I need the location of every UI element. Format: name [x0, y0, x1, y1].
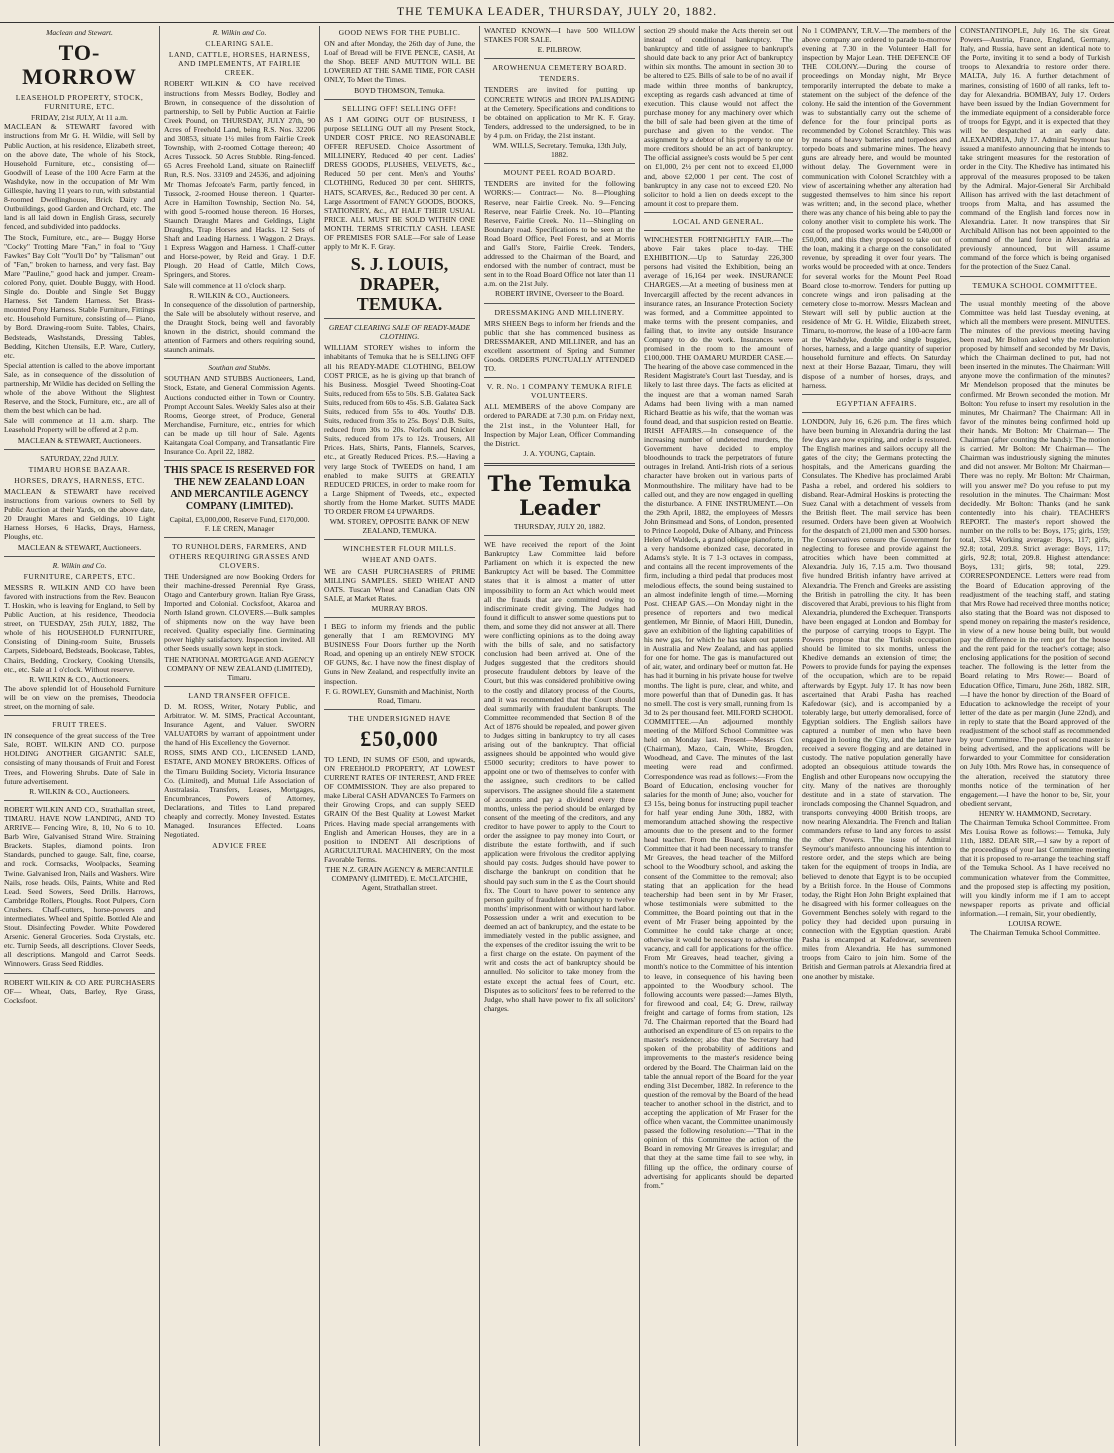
news-body: The Chairman Temuka School Committee. From Mrs Louisa Rowe as follows:— Temuka, July 11th, 1882. DEAR SIR,—I saw by a report of the proceedings of your last Committee meeting that it is proposed to re-arrange the teaching staff of the Temuka School. As I have received no communication whatever from the Committee, and the proposed step is affecting my position, will you kindly inform me if I am to accept newspaper reports as private and official information.—I remain, Sir, your obediently,	[960, 817, 1110, 918]
ad-body: TO LEND, IN SUMS OF £500, and upwards, ON FREEHOLD PROPERTY, AT LOWEST CURRENT RATES OF INTEREST, AND FREE OF COMMISSION. They are also prepared to make Liberal CASH ADVANCES To Farmers on their Growing Crops, and can supply SEED GRAIN Of the Best Quality at Lowest Market Prices. Having made special arrangements with English and American Houses, they are in a position to INDENT All descriptions of AGRICULTURAL MACHINERY, On the most Favorable Terms.	[324, 754, 475, 864]
divider	[484, 377, 635, 378]
ad-title: THE UNDERSIGNED HAVE	[348, 713, 451, 723]
divider	[4, 715, 155, 716]
letter-signature: HENRY W. HAMMOND, Secretary.	[978, 808, 1092, 818]
ad-body: D. M. ROSS, Writer, Notary Public, and Arbitrator. W. M. SIMS, Practical Accountant, Insurance Agent, and Valuer. SWORN VALUATORS by warrant of appointment under the hand of His Excellency the Governor.	[164, 701, 315, 748]
ad-body: The Stock, Furniture, etc., are— Buggy Horse "Cocky" Trotting Mare "Fan," in foal to "Guy Fawkes" Bay Colt "You'll Do" by "Talisman" out of "Fan," broken to harness, and very fast. Bay Mare "Pauline," good hack and jumper. Cream-colored Pony, quiet. Double Buggy, with Hood. Single do. Double and Single Set Buggy Harness. Set Tandem Harness. Set Brass-mounted Pony Harness. Stable Furniture, Fittings etc. Household Furniture, consisting of— Piano, by Bord. Drawing-room Suite. Tables, Chairs, Bedsteads, Washstands, Dressing Tables, Bedding, Kitchen Utensils, E.P. Ware, Cutlery, etc.	[4, 232, 155, 360]
ad-footer: ADVICE FREE	[212, 841, 267, 851]
divider	[960, 276, 1110, 277]
ad-title: LAND TRANSFER OFFICE.	[188, 690, 291, 700]
ad-signature: MACLEAN & STEWART, Auctioneers.	[17, 435, 142, 445]
ad-signature: E. PILBROW.	[537, 45, 582, 55]
ad-body: AS I AM GOING OUT OF BUSINESS, I purpose SELLING OUT all my Present Stock, UNDER COST PRICE. NO REASONABLE OFFER REFUSED. Choice Assortment of MILLINERY, Reduced 40 per cent. Ladies' DRESS GOODS, PLUSHES, VELVETS, &c., Reduced 50 per cent. Men's and Youths' CLOTHING, Reduced 30 per cent. SHIRTS, HATS, SCARVES, &c., Reduced 30 per cent. A Large Assortment of FANCY GOODS, BOOKS, STATIONERY, &c., AT HALF THEIR USUAL PRICE. ALL MUST BE SOLD WITHIN ONE MONTH. TERMS STRICTLY CASH. LEASE OF PREMISES FOR SALE—For sale of Lease apply to Mr K. F. Gray.	[324, 114, 475, 252]
ad-body: MACLEAN & STEWART favored with instructions from Mr G. H. Wildie, will Sell by Public Auction, at his residence, Elizabeth street, on the above date, The whole of his Stock, Household Furniture, etc., consisting of— Goodwill of Lease of the 100 Acre Farm at the Washdyke, now in the occupation of Mr Wm Gillespie, having 11 years to run, with substantial 8-roomed Dwellinghouse, Brick Dairy and Outbuildings, good Garden and Orchard, etc. The land is all laid down in English Grass, securely fenced, and subdivided into paddocks.	[4, 122, 155, 232]
ad-signature: R. WILKIN & CO., Auctioneers.	[189, 290, 290, 300]
ad-signature: R. WILKIN & CO., Auctioneers.	[29, 674, 130, 684]
ad-signature: F. LE CREN, Manager	[204, 524, 275, 534]
ad-date: FRIDAY, 21st JULY, At 11 a.m.	[31, 113, 128, 123]
ad-signature: MACLEAN & STEWART, Auctioneers.	[17, 542, 142, 552]
ad-title: WHEAT AND OATS.	[362, 555, 437, 565]
ad-body: The above splendid lot of Household Furniture will be on view on the premises, Theodocia street, on the morning of sale.	[4, 683, 155, 711]
section-title: EGYPTIAN AFFAIRS.	[836, 398, 917, 408]
column-3	[320, 26, 480, 1446]
ad-body: ROBERT WILKIN AND CO., Strathallan street, TIMARU. HAVE NOW LANDING, AND TO ARRIVE— Fencing Wire, 8, 10, No 6 to 10. Barb Wire, Galvanised Strand Wire. Straining Brackets. Staples, diamond points. Iron Standards, punched to gauge. Salt, fine, coarse, and rock. Cornsacks, Woolpacks, Seaming Twine. Galvanised Iron, Nails and Washers. Wire Nails, rose heads. Oils, Paints, White and Red Lead. Seed Sowers, Seed Drills. Harrows, Cambridge Rollers, Ploughs. Root Pulpers, Corn Crushers. Chaff-cutters, horse-powers and intermediates. Wheel and Spittle. Bottled Ale and Stout. Disinfecting Powder. White Powdered Arsenic. General Groceries. Soda Crystals, etc. etc. Turnip Seeds, all descriptions. Clover Seeds, all descriptions. Mangold and Carrot Seeds. Winnowers. Grass Seed Riddles.	[4, 804, 155, 969]
divider	[324, 99, 475, 100]
ad-title: TO RUNHOLDERS, FARMERS, AND OTHERS REQUIRING GRASSES AND CLOVERS.	[169, 542, 310, 570]
ad-signature: F. G. ROWLEY, Gunsmith and Machinist, North Road, Timaru.	[325, 686, 474, 705]
divider	[4, 800, 155, 801]
divider	[324, 709, 475, 710]
ad-body: TENDERS are invited for putting up CONCRETE WINGS and IRON PALISADING at the Cemetery. Specifications and conditions to be obtained on application to Mr K. F. Gray. Tenders, addressed to the undersigned, to be in by 4 p.m. on Friday, the 21st instant.	[484, 85, 635, 140]
ad-date: SATURDAY, 22nd JULY.	[40, 453, 119, 463]
divider	[324, 539, 475, 540]
ad-title: V. R. No. 1 COMPANY TEMUKA RIFLE VOLUNTEERS.	[486, 382, 633, 401]
ad-body: THE Undersigned are now Booking Orders for their machine-dressed Perennial Rye Grass, Otago and Canterbury grown. Italian Rye Grass, Imported and Colonial. Cocksfoot, Akaroa and North Island grown. CLOVERS.—Bulk samples of shipments now on the way have been received. Quality especially fine. Germinating power highly satisfactory. Inspection invited. All other Seeds usually sown kept in stock.	[164, 571, 315, 654]
ad-body: Sale will commence at 11 o'clock sharp.	[164, 280, 286, 290]
column-5	[640, 26, 798, 1446]
ad-body: Capital, £3,000,000, Reserve Fund, £170,000.	[169, 515, 310, 525]
divider	[960, 294, 1110, 295]
ad-header: Maclean and Stewart.	[46, 28, 113, 37]
ad-title: AROWHENUA CEMETERY BOARD.	[492, 63, 627, 73]
divider	[324, 617, 475, 618]
divider	[4, 973, 155, 974]
ad-title: LAND, CATTLE, HORSES, HARNESS, AND IMPLEMENTS, AT FAIRLIE CREEK.	[168, 50, 311, 78]
ad-body: In consequence of the dissolution of partnership, the Sale will be absolutely without reserve, and the Draught Stock, being well and favorably known in the district, should command the attention of Farmers and others requiring sound, staunch animals.	[164, 299, 315, 355]
divider	[484, 163, 635, 164]
ad-header: R. Wilkin and Co.	[52, 560, 107, 570]
divider	[484, 303, 635, 304]
column-1	[0, 26, 160, 1446]
newspaper-title: The Temuka Leader	[487, 470, 632, 520]
editorial-body: WE have received the report of the Joint Bankruptcy Law Committee laid before Parliament on which it is expected the new Bankruptcy Act will be based. The Committee states that it is almost a matter of utter impossibility to form an Act which would meet all the frauds that are committed owing to indiscriminate credit giving. The Judges had found it difficult to answer some questions put to them, and some they did not answer at all. There were conflicting opinions as to the doing away with the bills of sale, and no satisfactory conclusion had been arrived at. One of the Judges suggested that the creditors should prosecute fraudulent debtors by leave of the Court, but this was considered prohibitive owing to the costly and dilatory process of the Courts, and it was recommended that the Court should deal summarily with fraudulent bankrupts. The Committee recommended that Section 8 of the Act of 1876 should be repealed, and power given to Judges sitting in bankruptcy to try all cases arising out of the bankruptcy. That official assignees should be appointed who would give £5000 security; creditors to have power to appoint one or two of themselves to confer with the assignee, such creditors to be called supervisors. The assignee should file a statement of accounts and pay a dividend every three months, unless the period should be enlarged by consent of the meeting of the creditors, and any creditor to have power to apply to the Court to order the assignee to pay money into Court, or distribute the estate forthwith, and if such application were frivolous the creditor applying should pay costs. Judges should have power to discharge the bankrupt on condition that he should pay such sum in the £ as the Court should fix. The Court to have power to sentence any person guilty of fraudulent bankruptcy to twelve months' imprisonment with or without hard labor. Possession under a writ and execution to be deemed an act of bankruptcy, and the estate to be immediately vested in the public assignee, and the expenses of the creditor issuing the writ to be a first charge on the estate. On payment of the writ and costs the act of bankruptcy should be annulled. No solicitor to take money from the estate except the actual fees of Court, etc. Disputes as to solicitors' fees to be referred to the Judge, who shall have power to fix all solicitors' charges.	[484, 540, 635, 1013]
ad-body: WILLIAM STOREY wishes to inform the inhabitants of Temuka that he is SELLING OFF all his READY-MADE CLOTHING, BELOW COST PRICE, as he is giving up that branch of his Business. Mosgiel Tweed Shooting-Coat Suits, reduced from 65s to 50s. S.B. Galatea Sack Suits, reduced from 60s to 45s. S.B. Galatea Sack Suits, reduced from 55s to 40s. Youths' D.B. Suits, reduced from 35s to 25s. Boys' D.B. Suits, reduced from 30s to 20s. Norfolk and Knicker Suits, reduced from 17s to 12s. Trousers, All Prices. Hats, Shirts, Pants, Flannels, Scarves, etc., at Greatly Reduced Prices. P.S.—Having a very large Stock of TWEEDS on hand, I am enabled to make SUITS at GREATLY REDUCED PRICES, in order to make room for a Large Shipment of Tweeds, etc., expected shortly from the Home Market. SUITS MADE TO ORDER FROM £4 UPWARDS.	[324, 343, 476, 517]
column-4	[480, 26, 640, 1446]
ad-body: ALL MEMBERS of the above Company are ordered to PARADE at 7.30 p.m. on Friday next, the 21st inst., in the Volunteer Hall, for Inspection by Major Lean, Officer Commanding the District.	[484, 402, 635, 448]
ad-title: TENDERS.	[539, 74, 580, 84]
ad-signature: THE NATIONAL MORTGAGE AND AGENCY COMPANY OF NEW ZEALAND (LIMITED), Timaru.	[164, 654, 315, 682]
ad-body: ROSS, SIMS AND CO., LICENSED LAND, ESTATE, AND MONEY BROKERS. Offices of the Timaru Building Society, Victoria Insurance Co. (Limited), and Mutual Life Association of Australasia. Transfers, Leases, Mortgages, Encumbrances, Powers of Attorney, Declarations, and Titles to Land prepared cheaply and correctly. Money Invested. Estates Managed. Insurances Effected. Loans Negotiated.	[164, 748, 315, 840]
ad-body: MRS SHEEN Begs to inform her friends and the public that she has commenced business as DRESSMAKER, AND MILLINER, and has an excellent assortment of Spring and Summer Goods. ORDERS PUNCTUALLY ATTENDED TO.	[484, 318, 635, 374]
masthead: THE TEMUKA LEADER, THURSDAY, JULY 20, 1882.	[0, 0, 1114, 23]
divider	[164, 537, 315, 538]
ad-body: I BEG to inform my friends and the public generally that I am REMOVING MY BUSINESS Four Doors further up the North Road, and opening up an entirely NEW STOCK OF GUNS, &c. I have now the finest display of Guns in New Zealand, and respectfully invite an inspection.	[324, 621, 475, 686]
news-body: LONDON, July 16, 6.26 p.m. The fires which have been burning in Alexandria during the last few days are now expiring, and order is restored. The English marines and sailors occupy all the gates of the city; the Germans protecting the hospitals, and the Americans guarding the Consulates. The Khedive has proclaimed Arabi Pasha a rebel, and ordered his soldiers to disband. Rear-Admiral Hoskins is protecting the Suez Canal with a detachment of vessels from the British fleet. The mail service has been resumed. Orders have been given at Woolwich for the despatch of 21,000 men and 5300 horses. The Conservatives censure the Government for neglecting to foresee and provide against the atrocities which have been committed at Alexandria. July 16, 7.15 a.m. Two thousand five hundred British infantry have arrived at Alexandria. The French and Greeks are assisting the British in patrolling the city. It has been discovered that Arabi, previous to his flight from Alexandria, plundered the Exchequer. Transports have been engaged at London and Bombay for the purpose of carrying troops to Egypt. The Powers propose that the Turkish occupation should be limited to six months, unless the Khedive demands an extension of time; the Powers to provide funds for paying the expenses of the occupation, which are to be repaid afterwards by Egypt. July 17. It has now been ascertained that Arabi Pasha has reached Kafedowar (sic), and is accompanied by a tolerably large, but utterly demoralised, force of Egyptian soldiers. The English sailors have captured a number of men who have been engaged in looting the City, and the latter have received a severe flogging and are detained in custody. The native population generally have adopted an obsequious attitude towards the English and other Europeans now occupying the city. Many of the natives are thoroughly destitute and in a state of starvation. The ironclads composing the Channel Squadron, and transports conveying 4000 British troops, are now nearing Alexandria. The French and Italian commanders refuse to land any forces to assist the other Powers. The issue of Admiral Seymour's manifesto announcing his intention to restore order, and the steps which are being taken for the equipment of troops in India, are believed to denote that Egypt is to be occupied by a British force. In the House of Commons today, the Right Hon John Bright explained that he disagreed with his former colleagues on the Government Benches solely with regard to the policy they had decided upon pursuing in connection with the Egyptian question. Arabi Pasha is encamped at Kafedowar, seventeen miles from Alexandria. He has summoned troops from Cairo to join him. Some of the British and German patrols at Alexandria fired at one another by mistake.	[802, 416, 951, 981]
ad-body: Sale will commence at 11 a.m. sharp. The Leasehold Property will be offered at 2 p.m.	[4, 416, 155, 435]
ad-title: FURNITURE, CARPETS, ETC.	[23, 571, 136, 581]
ad-title: THIS SPACE IS RESERVED FOR THE NEW ZEALAND LOAN AND MERCANTILE AGENCY COMPANY (LIMITED).	[164, 465, 315, 513]
ad-body: ROBERT WILKIN & CO ARE PURCHASERS OF— Wheat, Oats, Barley, Rye Grass, Cocksfoot.	[4, 977, 155, 1005]
divider	[484, 463, 635, 466]
ad-title: TIMARU HORSE BAZAAR.	[28, 464, 131, 474]
ad-signature: MURRAY BROS.	[371, 603, 428, 613]
ad-signature: WM. STOREY, OPPOSITE BANK OF NEW ZEALAND, TEMUKA.	[329, 517, 470, 536]
divider	[4, 449, 155, 450]
ad-title: DRESSMAKING AND MILLINERY.	[494, 307, 625, 317]
ad-signature: ROBERT IRVINE, Overseer to the Board.	[495, 289, 624, 299]
divider	[4, 556, 155, 557]
divider	[644, 212, 793, 213]
ad-title: WINCHESTER FLOUR MILLS.	[342, 544, 457, 554]
ad-body: Special attention is called to the above important Sale, as in consequence of the dissolution of partnership, Mr Wildie has decided on Selling the whole of the above Without the Slightest Reserve, and the Stock, Furniture, etc., are all of them the best which can be had.	[4, 360, 155, 416]
ad-title: FRUIT TREES.	[52, 720, 107, 730]
ad-body: TENDERS are invited for the following WORKS:— Contract— No. 8—Ploughing Reserve, near Fairlie Creek. No. 9—Fencing Reserve, near Fairlie Creek. No. 10—Planting Reserve, Fairlie Creek. No. 11—Shingling on Boundary road. Specifications to be seen at the Road Board Office, Peel Forest, and at Morris and Gall's Store, Fairlie Creek. Tenders, addressed to the Chairman of the Board, and endorsed with the number of contract, must be sent in to the Road Board Office not later than 11 a.m. on the 21st July.	[484, 179, 635, 289]
ad-title: TO-MORROW	[22, 40, 137, 90]
loan-amount: £50,000	[360, 725, 439, 751]
ad-body: MACLEAN & STEWART have received instructions from various owners to Sell by Public Auction at their Yards, on the above date, 20 Draught Mares and Geldings, 10 Light Harness Horses, 6 Hacks, Drays, Harness, Ploughs, etc.	[4, 486, 155, 542]
letter-footer: The Chairman Temuka School Committee.	[969, 928, 1101, 938]
ad-subtitle: LEASEHOLD PROPERTY, STOCK, FURNITURE, ETC.	[15, 93, 144, 112]
dateline: THURSDAY, JULY 20, 1882.	[513, 521, 606, 531]
ad-signature: R. WILKIN & CO., Auctioneers.	[29, 786, 130, 796]
section-title: LOCAL AND GENERAL.	[672, 216, 765, 226]
news-body: CONSTANTINOPLE, July 16. The six Great Powers—Austria, France, England, Germany, Italy, and Russia, have sent an identical note to the Porte, inviting it to send a body of Turkish troops to Alexandria to restore order there. MALTA, July 16. A further detachment of marines, consisting of 1600 of all ranks, left to-day for Alexandria. BOMBAY, July 17. Orders have been issued by the Indian Government for the immediate equipment of a considerable force of troops for Egypt, and it is expected that they will be despatched at an early date. ALEXANDRIA, July 17. Admiral Seymour has issued a manifesto announcing that he intends to take stringent measures for the restoration of order in the City. The Khedive has intimated his approval of the measures proposed to be taken by the Admiral. Major-General Sir Archibald Allison has arrived with the last detachment of troops from Malta, and has assumed the command of the English land forces now in Alexandria. Later. It now transpires that Sir Archibald Allison has not been appointed to the command of the land force in Alexandria as previously announced, but will assume command of the force which is being organised for the protection of the Suez Canal.	[960, 26, 1110, 272]
ad-body: WANTED KNOWN—I have 500 WILLOW STAKES FOR SALE.	[484, 26, 635, 45]
ad-body: ROBERT WILKIN & CO have received instructions from Messrs Bodley, Bodley and Brown, in consequence of the dissolution of partnership, to Sell by Public Auction at Fairlie Creek Pound, on THURSDAY, JULY 27th, 90 Acres of Freehold Land, being R.S. Nos. 32206 and 30853, situate 1½ miles from Fairlie Creek Township, with 2-roomed Cottage thereon; 40 Acres Tussock. 50 Acres Stubble. Ring-fenced. 65 Acres Freehold Land, situate on Rainecliff Run, R.S. Nos. 33109 and 24536, and adjoining Mr Thomas Jefcoate's Farm, partly fenced, in Tussock, 2-roomed House thereon. 1 Quarter-Acre in Hamilton Township, Section No. 54, with good 5-roomed house thereon. 16 Horses, Staunch Draught Mares and Geldings, Light Draughts, Trap Horses and Hacks. 12 Sets of Shaft and Leading Harness. 1 Waggon. 2 Drays. 1 Express Waggon and Harness. 1 Chaff-cutter and Horse-power, by Reid and Gray. 1 D.F. Plough. 20 Head of Cattle, Milch Cows, Springers, and Stores.	[164, 79, 315, 280]
ad-title: GREAT CLEARING SALE OF READY-MADE CLOTHING.	[328, 323, 471, 342]
column-7	[956, 26, 1114, 1446]
ad-signature: S. J. LOUIS, DRAPER, TEMUKA.	[350, 254, 449, 315]
divider	[484, 58, 635, 59]
news-body: The usual monthly meeting of the above Committee was held last Tuesday evening, at which all the members were present. MINUTES. The minutes of the previous meeting having been read, Mr Bolton asked why the resolution proposed by himself and seconded by Mr Davis, which the Chairman declined to put, had not been inserted in the minutes. The Chairman: Will anyone move the confirmation of the minutes? Mr Mendelson proposed that the minutes be confirmed. Mr Brown seconded the motion. Mr Bolton: You refuse to insert my resolution in the minutes, Mr Chairman? The Chairman: All in favor of the minutes being confirmed hold up their hands. Mr Bolton: Mr Chairman— The Chairman (after counting the hands): The motion is carried. Mr Bolton: Mr Chairman— The Chairman was industriously signing the minutes and did not answer. Mr Bolton: Mr Chairman— There was no reply. Mr Bolton: Mr Chairman, will you answer me? Do you refuse to put my resolution in the minutes. The Chairman: Most decidedly. Mr Bolton: Thanks (and he sank contentedly into his chair). TEACHER'S REPORT. The master's report showed the number on the rolls to be: Boys, 175; girls, 159; total, 334. Working average: Boys, 117; girls, 92.8; total, 209.8. Strict average: Boys, 117; girls, 92.8; total, 209.8. Highest attendance: Boys, 131; girls, 98; total, 229. CORRESPONDENCE. Letters were read from the Board of Education approving of the readjustment of the teaching staff, and stating that Mrs Rowe had received three months notice; also stating that the Board was not disposed to spend money on repairing the master's residence, in view of a new house being built, but would pay the difference in the rent got for the house and the rent paid for the teacher's cottage; also enclosing applications for the position of second teacher. The following is the letter from the Board relating to Mrs Rowe:— Board of Education Office, Timaru, June 26th, 1882. SIR,—I have the honor by direction of the Board of Education to acknowledge the receipt of your letter of the date as per margin (June 22nd), and in reply to state that the Board approved of the readjustment of the school staff as recommended by your Committee. The post of second master is being advertised, and the applications will be forwarded to your Committee for consideration on July 10th. Mrs Rowe has, in consequence of the alteration, received the statutory three months notice of the termination of her engagement.—I have the honor to be, Sir, your obedient servant,	[960, 298, 1110, 808]
ad-signature: BOYD THOMSON, Temuka.	[354, 85, 445, 95]
ad-title: MOUNT PEEL ROAD BOARD.	[503, 168, 616, 178]
divider	[164, 686, 315, 687]
editorial-body: section 29 should make the Acts therein set out instead of conditional bankruptcy. The bankruptcy and title of assignee to bankrupt's should date back to any prior Act of bankruptcy within six months. The amount in section 30 to be altered to £25. Bills of sale to be of no avail if made within three months of bankruptcy, excepting as regards cash advanced at time of execution. This clause would not affect the purchase money for any machinery over which the bill of sale had been given at the time of purchase and given to the vendor. The assignment by a debtor of his property to one or more creditors should be an act of bankruptcy. The official assignee's costs would be 5 per cent on £1,000, 2½ per cent not to exceed £1,000 and, above £2,000 1 per cent. The cost of bankruptcy in any case not to exceed £20. No solicitor to hold a lien on deeds except to the amount it cost to prepare them.	[644, 26, 793, 208]
ad-signature: WM. WILLS, Secretary. Temuka, 13th July, 1882.	[492, 141, 627, 160]
column-6	[798, 26, 956, 1446]
ad-signature: J. A. YOUNG, Captain.	[523, 448, 596, 458]
column-2	[160, 26, 320, 1446]
ad-body: IN consequence of the great success of the Tree Sale, ROBT. WILKIN AND CO. purpose HOLDING ANOTHER GIGANTIC SALE, consisting of many thousands of Fruit and Forest Trees, and Flowering Shrubs. Date of Sale in future advertisement.	[4, 731, 155, 786]
ad-body: MESSRS R. WILKIN AND CO have been favored with instructions from the Rev. Beaucon T. Hoskin, who is leaving for England, to Sell by Public Auction, at his residence, Theodocia street, on TUESDAY, 25th JULY, 1882, The whole of his HOUSEHOLD FURNITURE, Consisting of Dining-room Suite, Brussels Carpets, Sideboard, Bedsteads, Bookcase, Tables, Chairs, Bedding, Crockery, Cooking Utensils, etc., etc. Sale at 1 o'clock. Without reserve.	[4, 582, 155, 674]
ad-body: WE are CASH PURCHASERS of PRIME MILLING SAMPLES. SEED WHEAT AND OATS. Tuscan Wheat and Canadian Oats ON SALE, at Market Rates.	[324, 566, 475, 603]
divider	[644, 230, 793, 231]
ad-body: SOUTHAN AND STUBBS Auctioneers, Land, Stock, Estate, and General Commission Agents. Auctions conducted either in Town or Country. Prompt Account Sales. Weekly Sales also at their Rooms, George street, of Produce, General Merchandise, Furniture, etc., entries for which can be made up till hour of Sale. Agents Kaitangata Coal Company, and Transatlantic Fire Insurance Co. April 22, 1882.	[164, 374, 315, 457]
ad-title: SELLING OFF! SELLING OFF!	[342, 103, 457, 113]
divider	[802, 412, 951, 413]
divider	[802, 394, 951, 395]
divider	[164, 358, 315, 359]
ad-title: GOOD NEWS FOR THE PUBLIC.	[338, 28, 461, 37]
divider	[324, 318, 475, 319]
ad-header: R. Wilkin and Co.	[212, 28, 267, 37]
ad-body: ON and after Monday, the 26th day of June, the Loaf of Bread will be FIVE PENCE, CASH, At the Shop. BEEF AND MUTTON WILL BE LOWERED AT THE SAME TIME, FOR CASH ONLY, To Meet the Times.	[324, 39, 475, 85]
section-title: TEMUKA SCHOOL COMMITTEE.	[972, 280, 1098, 290]
divider	[484, 535, 635, 536]
news-body: WINCHESTER FORTNIGHTLY FAIR.—The above Fair takes place to-day. THE EXHIBITION.—Up to Saturday 226,300 persons had visited the Exhibition, being an average of 16,164 per week. INSURANCE CHARGES.—At a meeting of business men at Invercargill affected by the recent advances in insurance rates, an Insurance Protection Society was formed, and a Committee appointed to make terms with the present companies, and failing that, to invite any outside Insurance Company to do the work. Insurances were promised in the room to the amount of £100,000. THE OAMARU MURDER CASE.—The hearing of the above case commenced in the Resident Magistrate's Court last Tuesday, and is likely to last three days. The facts as elicited at the inquest are that a woman named Sarah Adams had been living with a man named Richard Beattie as his wife, that the woman was found dead, and that suspicion rested on Beattie. IRISH AFFAIRS.—In consequence of the increasing number of undetected murders, the Government have decided to employ bloodhounds to track the perpetrators of future outrages in Ireland. Anti-Irish riots of a serious character have broken out in various parts of Monmouthshire. The military have had to be called out, and they are now engaged in quelling the disturbance. A FINE INSTRUMENT.—On the 29th April, 1882, the employees of Messrs John Brinsmead and Sons, of London, presented to Prince Leopold, Duke of Albany, and Princess Helen of Waldeck, a grand oblique pianoforte, in a very handsome ebonized case, decorated in Adams's style. It is 7 1-3 octaves in compass, and contains all the recent improvements of the firm, including a third pedal that produces most melodious effects, the sound being sustained to an almost indefinite length of time.—Morning Post. CHEAP GAS.—On Monday night in the presence of reporters and two medical gentlemen, Mr Binnie, of Maori Hill, Dunedin, gave an exhibition of the lighting capabilities of his new gas, for which he has taken out patents in Australia and New Zealand, and has applied for one for home. The gas is manufactured out of air, water, and ordinary beef or mutton fat. He has had it burning in his private house for twelve months. The light is pure, clear, and white, and more powerful than that of Dunedin gas. It has no smell. The cost is very small, running from 1s 3d to 2s per thousand feet. MILFORD SCHOOL COMMITTEE.—An adjourned monthly meeting of the Milford School Committee was held on Monday last. Present—Messrs Cox (Chairman), Mazo, Cain, White, Brogden, Woodhead, and Cave. The minutes of the last meeting were read and confirmed. Correspondence was read as follows:—From the Board of Education, enclosing voucher for salaries for the month of June; also, voucher for £3 15s, being bonus for instructing pupil teacher for half year ending June 30th, 1882, with memorandum attached showing the respective amounts due to the present and to the former head teacher. From the Board, informing the Committee that it had been necessary to transfer Mr Greaves, the head teacher of the Milford school to the Woodbury school, and asking the consent of the Committee to the removal; also stating that an application for the head teachership had been sent in by Mr Fraser, whose testimonials were submitted to the Committee, the Board pointing out that in the event of Mr Fraser being appointed by the Committee he could take charge at once; otherwise it would be necessary to advertise the vacancy, and call for applications for the office. From Mr Greaves, head teacher, giving a month's notice to the Committee of his intention to leave, in consequence of his having been appointed to the Woodbury school. The following accounts were passed:—James Blyth, for firewood and coal, £4; G. Drew, railway freight and cartage of forms from station, 12s 7d. The Chairman reported that the Board had authorised an expenditure of £5 on repairs to the master's residence; also that the Secretary had spoken of the probability of additions and improvements to the master's residence being ordered by the Board. The Chairman laid on the table the annual report of the Board for the year ending 31st December, 1882. In reference to the question of the removal by the Board of the head teacher to another school in the district, and to accepting the application of Mr Fraser for the office when vacant, the Committee unanimously passed the following resolution:—"That in the opinion of this Committee the action of the Board in removing Mr Greaves is irregular; and that they at the same time fail to see why, in filling up the office, the ordinary course of advertising for applicants should be departed from."	[644, 234, 793, 1190]
ad-title: HORSES, DRAYS, HARNESS, ETC.	[14, 475, 145, 485]
ad-signature: THE N.Z. GRAIN AGENCY & MERCANTILE COMPANY (LIMITED). E. McCLATCHIE, Agent, Strathallan street.	[325, 865, 474, 893]
news-body: No 1 COMPANY, T.R.V.—The members of the above company are ordered to parade to-morrow evening at 7.30 in the Volunteer Hall for inspection by Major Lean. THE DEFENCE OF THE COLONY.—During the course of proceedings on Monday night, Mr Bryce temporarily interrupted the debate to make a statement on the subject of the defence of the colony. He said the intention of the Government was to substantially carry out the scheme of defence for the four principal ports as recommended by Colonel Scratchley. This was by means of heavy batteries and torpedoes and torpedo boats and submarine mines. The heavy guns are already here, and would be mounted without delay. The Government were in communication with Colonel Scratchley with a view of ascertaining whether any alteration had suggested themselves to him since his report was written; and, in the second place, whether there was any chance of his being able to pay the colony another visit to complete his work. The cost of the proposed works would be £40,000 or £50,000, and this they proposed to take out of the loan, making it a charge on the consolidated revenue, by spreading it over four years. The works would be proceeded with at once. Tenders for several works for the Mount Peel Road Board close to-morrow. Tenders for putting up concrete wings and iron palisading at the cemetery close to-morrow. Messrs Maclean and Stewart will sell by public auction at the residence of Mr G. H. Wildie, Elizabeth street, Timaru, to-morrow, the lease of a 100-acre farm at the Washdyke, double and single buggies, horses, harness, and a large quantity of superior household furniture and effects. On Saturday next at their Horse Bazaar, Timaru, they will dispose of a number of horses, drays, and harness.	[802, 26, 951, 390]
letter-signature: LOUISA ROWE.	[1008, 919, 1062, 928]
divider	[164, 460, 315, 461]
ad-title: CLEARING SALE.	[205, 39, 274, 49]
ad-header: Southan and Stubbs.	[208, 363, 271, 373]
